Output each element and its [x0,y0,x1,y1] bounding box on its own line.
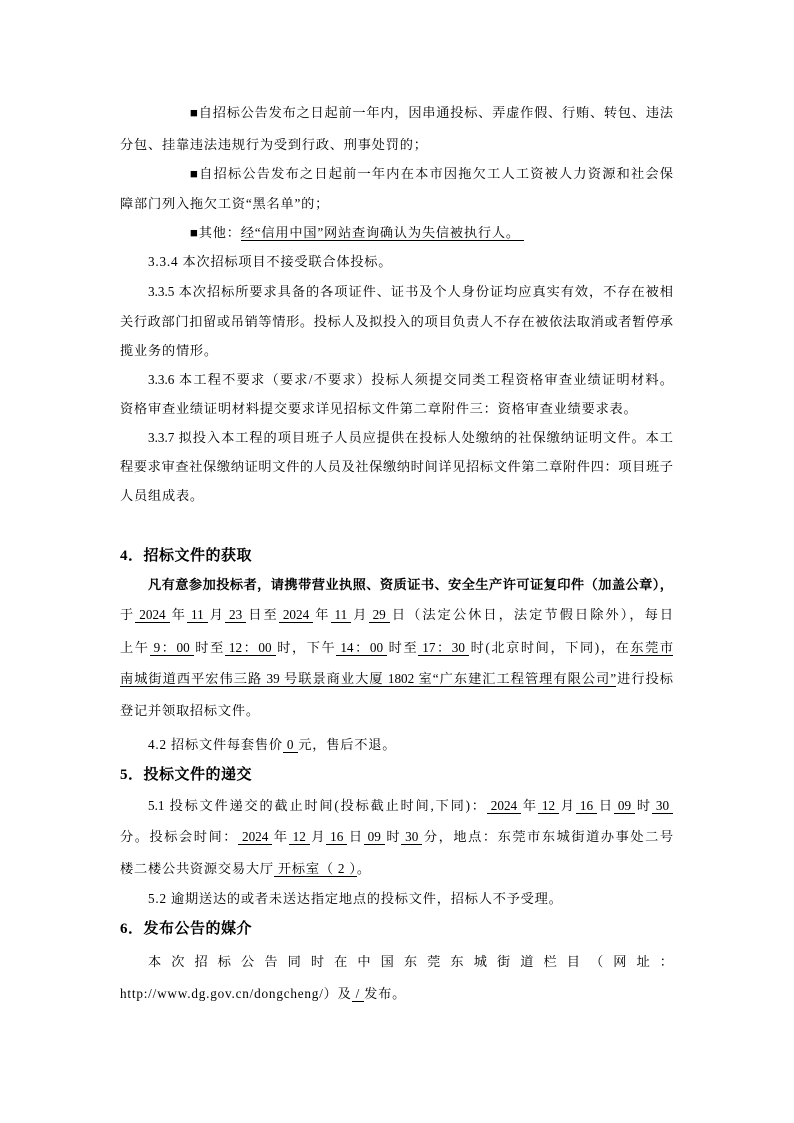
afternoon-end-time: 17：30 [418,640,469,656]
clause-3-3-7-line-3: 人员组成表。 [120,488,204,503]
text-segment: 月 [559,798,576,813]
address-line [120,669,673,689]
price-line [148,735,673,755]
address-city: 东莞市 [630,640,674,655]
clause-3-3-5-line-1: 3.3.5 本次招标所要求具备的各项证件、证书及个人身份证均应真实有效，不存在被相 [148,284,673,299]
text-segment: 日 [347,829,364,844]
media-line-2 [120,984,673,1004]
late-submission-clause: 5.2 逾期送达的或者未送达指定地点的投标文件，招标人不予受理。 [148,891,563,906]
bullet-3-label: ■其他： [190,225,241,240]
clause-3-3-7-line-2: 程要求审查社保缴纳证明文件的人员及社保缴纳时间详见招标文件第二章附件四：项目班子 [120,459,673,474]
venue-line [120,859,673,879]
text-segment: 时 [635,798,652,813]
office-hours-line [120,638,673,658]
text-segment: 年 [521,798,538,813]
clause-3-3-7-line-1: 3.3.7 拟投入本工程的项目班子人员应提供在投标人处缴纳的社保缴纳证明文件。本工 [148,430,673,445]
text-segment: 时至 [387,640,419,655]
text-segment: 时(北京时间，下同)，在 [468,640,631,655]
other-media: / [352,986,364,1002]
start-day: 23 [225,607,246,623]
opening-minute: 30 [401,829,422,845]
website-url: http://www.dg.gov.cn/dongcheng/）及 [120,986,352,1001]
start-month: 11 [187,607,208,623]
clause-3-3-5-line-2: 关行政部门扣留或吊销等情形。投标人及拟投入的项目负责人不存在被依法取消或者暂停承 [120,314,673,329]
registration-closing-line: 登记并领取招标文件。 [120,703,260,718]
deadline-minute: 30 [652,798,673,814]
end-year: 2024 [279,607,313,623]
bullet-2-line-2: 障部门列入拖欠工资“黑名单”的； [120,196,330,211]
end-month: 11 [331,607,352,623]
text-segment: 楼二楼公共资源交易大厅 [120,861,274,876]
text-segment: 日 [597,798,614,813]
opening-line [120,827,673,847]
section-5-heading: 5．投标文件的递交 [120,767,253,783]
text-segment: 月 [351,607,369,622]
text-segment: 4.2 招标文件每套售价 [148,737,283,752]
text-segment: 月 [309,829,327,844]
bullet-1-line-1: ■自招标公告发布之日起前一年内，因串通投标、弄虚作假、行贿、转包、违法 [190,105,673,120]
bullet-1-line-2: 分包、挂靠违法违规行为受到行政、刑事处罚的； [120,137,428,152]
clause-3-3-4: 3.3.4 本次招标项目不接受联合体投标。 [148,254,393,269]
morning-start-time: 9：00 [150,640,194,656]
start-year: 2024 [135,607,169,623]
deadline-line [148,796,673,816]
text-segment: 年 [272,829,289,844]
document-price: 0 [283,737,298,753]
afternoon-start-time: 14：00 [336,640,387,656]
registration-period-line [120,605,673,625]
media-line-1: 本次招标公告同时在中国东莞东城街道栏目（网址： [148,954,673,969]
bullet-3-value: 经“信用中国”网站查询确认为失信被执行人。 [241,225,524,241]
bullet-3 [190,223,673,243]
text-segment: 分。投标会时间： [120,829,238,844]
opening-month: 12 [289,829,310,845]
clause-3-3-6-line-1: 3.3.6 本工程不要求（要求/不要求）投标人须提交同类工程资格审查业绩证明材料。 [148,372,673,387]
text-segment: 时 [384,829,402,844]
text-segment: 时，下午 [275,640,337,655]
text-segment: 年 [169,607,187,622]
text-segment: 5.1 投标文件递交的截止时间(投标截止时间,下同)： [148,798,487,813]
address-detail: 南城街道西平宏伟三路 39 号联景商业大厦 1802 室“广东建汇工程管理有限公司” [120,671,617,686]
clause-3-3-6-line-2: 资格审查业绩证明材料提交要求详见招标文件第二章附件三：资格审查业绩要求表。 [120,401,638,416]
text-segment: 。 [356,861,371,876]
text-segment: 分，地点：东莞市东城街道办事处二号 [422,829,674,844]
text-segment: 时至 [193,640,225,655]
section-4-heading: 4．招标文件的获取 [120,548,253,564]
bullet-2-line-1: ■自招标公告发布之日起前一年内在本市因拖欠工人工资被人力资源和社会保 [190,166,673,181]
text-segment: 日至 [246,607,279,622]
opening-room: 开标室（ 2 ） [274,861,357,877]
text-segment: 日（法定公休日，法定节假日除外），每日 [389,607,674,622]
morning-end-time: 12：00 [225,640,276,656]
text-segment: 年 [313,607,331,622]
opening-day: 16 [326,829,347,845]
text-segment: 于 [120,607,136,622]
text-segment: 上午 [120,640,150,655]
deadline-month: 12 [538,798,559,814]
end-day: 29 [369,607,390,623]
text-segment: 进行投标 [616,671,673,686]
bidder-notice: 凡有意参加投标者，请携带营业执照、资质证书、安全生产许可证复印件（加盖公章）， [148,577,673,592]
clause-3-3-5-line-3: 揽业务的情形。 [120,343,218,358]
text-segment: 月 [207,607,226,622]
opening-hour: 09 [364,829,385,845]
deadline-day: 16 [576,798,597,814]
opening-year: 2024 [238,829,272,845]
deadline-year: 2024 [487,798,521,814]
text-segment: 发布。 [364,986,407,1001]
text-segment: 元，售后不退。 [298,737,397,752]
section-6-heading: 6．发布公告的媒介 [120,921,253,937]
deadline-hour: 09 [614,798,635,814]
